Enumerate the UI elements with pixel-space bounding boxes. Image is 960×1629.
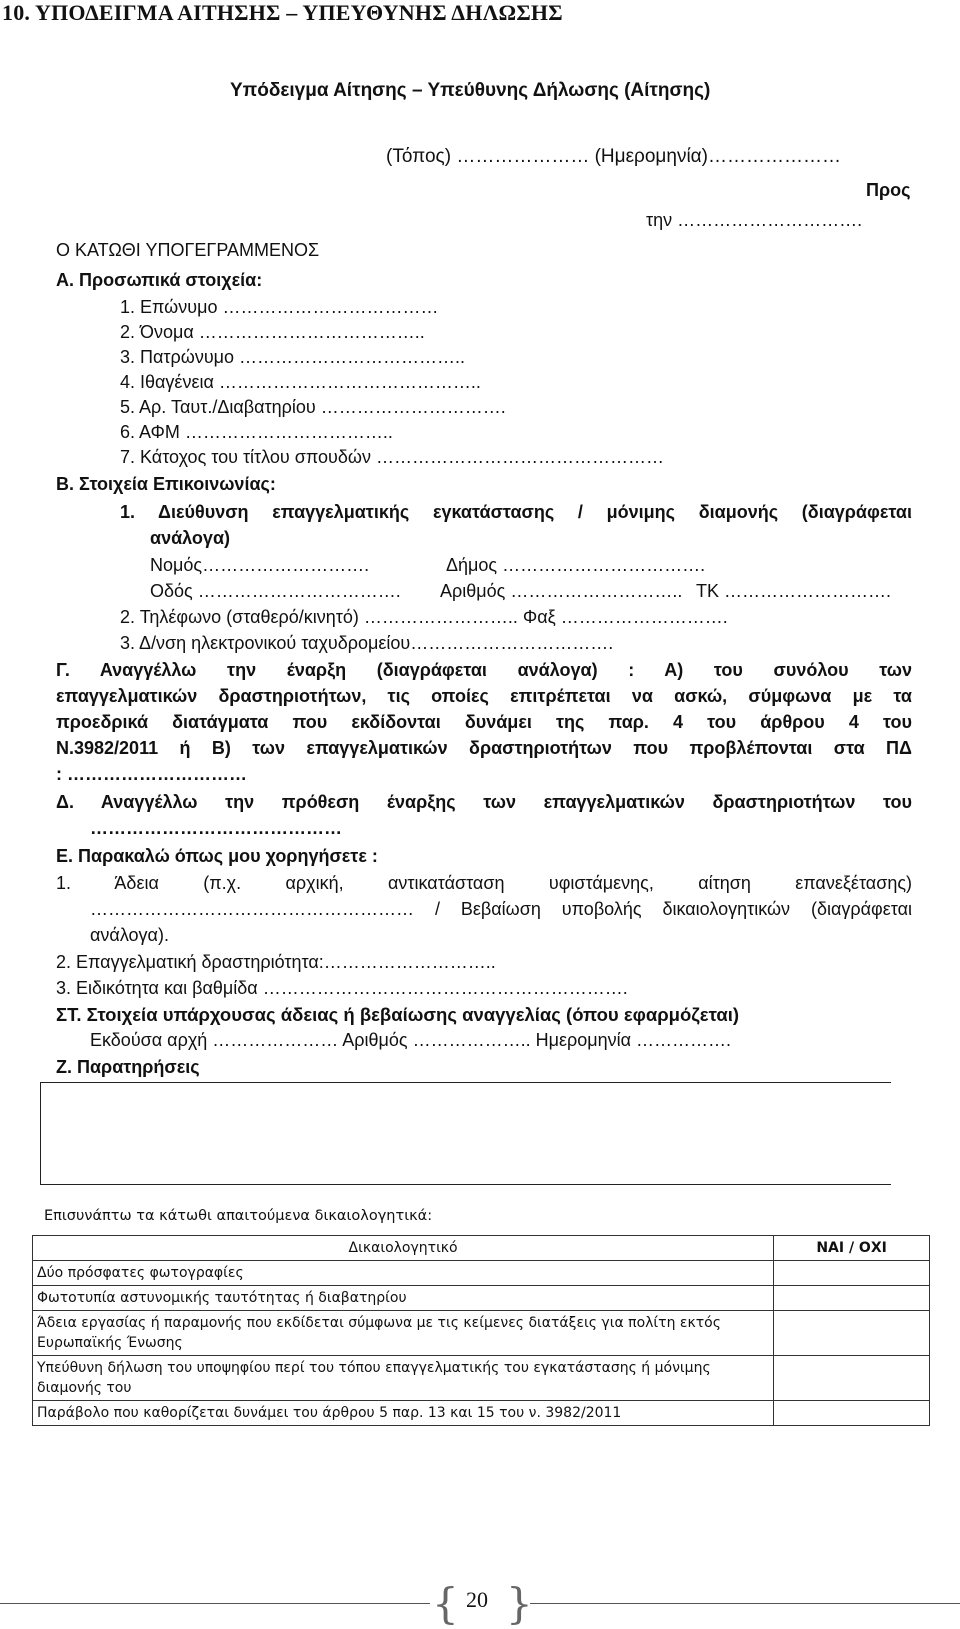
field-degree-holder: 7. Κάτοχος του τίτλου σπουδών ………………………………………… <box>120 447 664 467</box>
table-row <box>33 1286 930 1311</box>
remarks-box[interactable] <box>40 1082 891 1185</box>
address-label-line1: 1. Διεύθυνση επαγγελματικής εγκατάστασης / μόνιμης διαμονής (διαγράφεται <box>120 502 912 522</box>
table-header-row <box>33 1236 930 1261</box>
section-e-item3: 3. Ειδικότητα και βαθμίδα ……………………………………………………. <box>56 978 628 998</box>
field-id-passport: 5. Αρ. Ταυτ./Διαβατηρίου …………………………. <box>120 397 506 417</box>
section-d-line1: Δ. Αναγγέλλω την πρόθεση έναρξης των επαγγελματικών δραστηριοτήτων του <box>56 792 912 812</box>
footer-rule-left <box>0 1603 430 1604</box>
header-document: Δικαιολογητικό <box>33 1236 774 1261</box>
field-phone-fax: 2. Τηλέφωνο (σταθερό/κινητό) …………………….. Φαξ ………………………. <box>120 607 728 627</box>
field-email: 3. Δ/νση ηλεκτρονικού ταχυδρομείου……………………………. <box>120 633 614 653</box>
field-nationality: 4. Ιθαγένεια …………………………………….. <box>120 372 481 392</box>
section-c-line4: Ν.3982/2011 ή Β) των επαγγελματικών δραστηριοτήτων που προβλέπονται στα ΠΔ <box>56 738 912 758</box>
section-z-title: Ζ. Παρατηρήσεις <box>56 1057 200 1077</box>
field-municipality: Δήμος ……………………………. <box>446 555 706 575</box>
yes-no-cell[interactable] <box>774 1401 930 1426</box>
section-e-item2: 2. Επαγγελματική δραστηριότητα:……………………….. <box>56 952 496 972</box>
page-heading: 10. ΥΠΟΔΕΙΓΜΑ ΑΙΤΗΣΗΣ – ΥΠΕΥΘΥΝΗΣ ΔΗΛΩΣΗΣ <box>2 0 563 25</box>
left-brace-icon: { <box>432 1579 459 1628</box>
yes-no-cell[interactable] <box>774 1286 930 1311</box>
section-e-item1-line1: 1. Άδεια (π.χ. αρχική, αντικατάσταση υφιστάμενης, αίτηση επανεξέτασης) <box>56 873 912 893</box>
form-title: Υπόδειγμα Αίτησης – Υπεύθυνης Δήλωσης (Αίτησης) <box>230 80 711 101</box>
header-yes-no: ΝΑΙ / ΟΧΙ <box>774 1236 930 1261</box>
section-e-title: Ε. Παρακαλώ όπως μου χορηγήσετε : <box>56 846 378 866</box>
address-label-line2: ανάλογα) <box>150 528 230 548</box>
field-prefecture: Νομός………………………. <box>150 555 370 575</box>
field-street-number: Αριθμός ……………………….. <box>440 581 683 601</box>
document-cell: Παράβολο που καθορίζεται δυνάμει του άρθρου 5 παρ. 13 και 15 του ν. 3982/2011 <box>33 1401 774 1426</box>
yes-no-cell[interactable] <box>774 1311 930 1356</box>
field-street: Οδός ……………………………. <box>150 581 401 601</box>
documents-table <box>32 1235 930 1426</box>
document-cell: Φωτοτυπία αστυνομικής ταυτότητας ή διαβατηρίου <box>33 1286 774 1311</box>
table-row <box>33 1261 930 1286</box>
to-label: Προς <box>866 180 911 200</box>
section-c-line1: Γ. Αναγγέλλω την έναρξη (διαγράφεται ανάλογα) : Α) του συνόλου των <box>56 660 912 680</box>
field-surname: 1. Επώνυμο ……………………………… <box>120 297 439 317</box>
section-st-title: ΣΤ. Στοιχεία υπάρχουσας άδειας ή βεβαίωσης αναγγελίας (όπου εφαρμόζεται) <box>56 1004 740 1025</box>
section-d-line2: …………………………………… <box>90 818 342 838</box>
section-b-title: Β. Στοιχεία Επικοινωνίας: <box>56 474 276 494</box>
to-line: την …………………………. <box>646 210 863 230</box>
section-c-line5: : ………………………… <box>56 764 247 784</box>
yes-no-cell[interactable] <box>774 1356 930 1401</box>
place-date-line: (Τόπος) ………………… (Ημερομηνία)………………… <box>386 146 841 167</box>
undersigned-label: Ο ΚΑΤΩΘΙ ΥΠΟΓΕΓΡΑΜΜΕΝΟΣ <box>56 240 320 260</box>
document-cell: Δύο πρόσφατες φωτογραφίες <box>33 1261 774 1286</box>
field-first-name: 2. Όνομα ……………………………….. <box>120 322 425 342</box>
section-c-line3: προεδρικά διατάγματα που εκδίδονται δυνάμει της παρ. 4 του άρθρου 4 του <box>56 712 912 732</box>
right-brace-icon: } <box>506 1579 533 1628</box>
section-e-item1-line2: ……………………………………………… / Βεβαίωση υποβολής δικαιολογητικών (διαγράφεται <box>90 899 912 919</box>
field-father-name: 3. Πατρώνυμο ……………………………….. <box>120 347 466 367</box>
section-c-line2: επαγγελματικών δραστηριοτήτων, τις οποίες επιτρέπεται να ασκώ, σύμφωνα με τα <box>56 686 912 706</box>
field-tax-id: 6. ΑΦΜ …………………………….. <box>120 422 393 442</box>
footer-rule-right <box>530 1603 960 1604</box>
section-st-line: Εκδούσα αρχή ………………… Αριθμός ……………….. Ημερομηνία ……………. <box>90 1030 732 1050</box>
page-number: 20 <box>466 1587 488 1612</box>
section-a-title: Α. Προσωπικά στοιχεία: <box>56 270 263 290</box>
yes-no-cell[interactable] <box>774 1261 930 1286</box>
section-e-item1-line3: ανάλογα). <box>90 925 169 945</box>
table-row <box>33 1311 930 1356</box>
field-postcode: ΤΚ ………………………. <box>696 581 892 601</box>
attachments-intro: Επισυνάπτω τα κάτωθι απαιτούμενα δικαιολογητικά: <box>44 1208 433 1224</box>
document-cell: Υπεύθυνη δήλωση του υποψηφίου περί του τόπου επαγγελματικής του εγκατάστασης ή μόνιμης διαμονής του <box>33 1356 774 1401</box>
table-row <box>33 1356 930 1401</box>
document-cell: Άδεια εργασίας ή παραμονής που εκδίδεται σύμφωνα με τις κείμενες διατάξεις για πολίτη εκτός Ευρωπαϊκής Ένωσης <box>33 1311 774 1356</box>
table-row <box>33 1401 930 1426</box>
